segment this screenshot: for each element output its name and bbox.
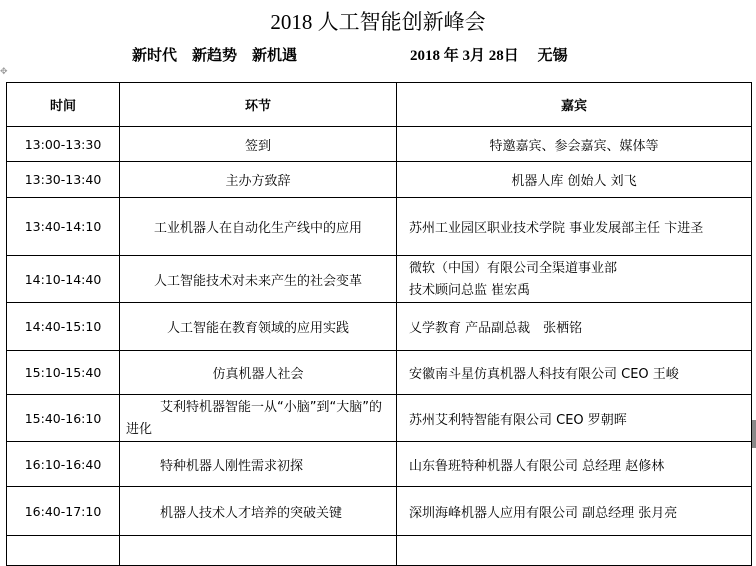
guest-cell: 苏州艾利特智能有限公司 CEO 罗朝晖 [397, 395, 752, 442]
guest-cell: 安徽南斗星仿真机器人科技有限公司 CEO 王峻 [397, 351, 752, 395]
time-cell: 13:40-14:10 [7, 198, 120, 256]
guest-cell: 乂学教育 产品副总裁 张栖铭 [397, 303, 752, 351]
document-title: 2018 人工智能创新峰会 [270, 10, 486, 34]
session-cell: 特种机器人刚性需求初探 [120, 442, 397, 487]
table-row [7, 198, 752, 256]
table-row [7, 162, 752, 198]
time-cell: 15:40-16:10 [7, 395, 120, 442]
guest-cell: 深圳海峰机器人应用有限公司 副总经理 张月亮 [397, 487, 752, 536]
table-move-handle-icon[interactable]: ✥ [0, 66, 8, 76]
table-row [7, 487, 752, 536]
table-row [7, 303, 752, 351]
header-guest: 嘉宾 [397, 83, 752, 127]
time-cell: 16:10-16:40 [7, 442, 120, 487]
session-cell: 签到 [120, 127, 397, 162]
session-cell: 工业机器人在自动化生产线中的应用 [120, 198, 397, 256]
session-cell: 主办方致辞 [120, 162, 397, 198]
guest-line: 技术顾问总监 崔宏禹 [409, 283, 531, 298]
session-cell: 人工智能技术对未来产生的社会变革 [120, 256, 397, 303]
guest-cell: 苏州工业园区职业技术学院 事业发展部主任 卞进圣 [397, 198, 752, 256]
session-cell: 艾利特机器智能一从“小脑”到“大脑”的进化 [120, 395, 397, 442]
table-header-row [7, 83, 752, 127]
header-session: 环节 [120, 83, 397, 127]
table-row [7, 395, 752, 442]
scrollbar[interactable] [752, 420, 756, 448]
guest-cell: 机器人库 创始人 刘飞 [397, 162, 752, 198]
guest-line: 微软（中国）有限公司全渠道事业部 [409, 261, 618, 276]
header-time: 时间 [7, 83, 120, 127]
session-cell: 仿真机器人社会 [120, 351, 397, 395]
table-row [7, 351, 752, 395]
time-cell: 13:30-13:40 [7, 162, 120, 198]
table-row [7, 536, 752, 566]
agenda-table [6, 82, 752, 566]
slogan: 新时代 新趋势 新机遇 [132, 48, 298, 64]
time-cell: 15:10-15:40 [7, 351, 120, 395]
date-location: 2018 年 3月 28日 无锡 [410, 48, 568, 64]
guest-cell: 山东鲁班特种机器人有限公司 总经理 赵修林 [397, 442, 752, 487]
guest-cell [397, 256, 752, 303]
time-cell: 13:00-13:30 [7, 127, 120, 162]
time-cell: 14:10-14:40 [7, 256, 120, 303]
time-cell: 14:40-15:10 [7, 303, 120, 351]
time-cell: 16:40-17:10 [7, 487, 120, 536]
session-cell: 机器人技术人才培养的突破关键 [120, 487, 397, 536]
table-row [7, 442, 752, 487]
table-row [7, 127, 752, 162]
guest-cell: 特邀嘉宾、参会嘉宾、媒体等 [397, 127, 752, 162]
table-row [7, 256, 752, 303]
session-cell: 人工智能在教育领域的应用实践 [120, 303, 397, 351]
